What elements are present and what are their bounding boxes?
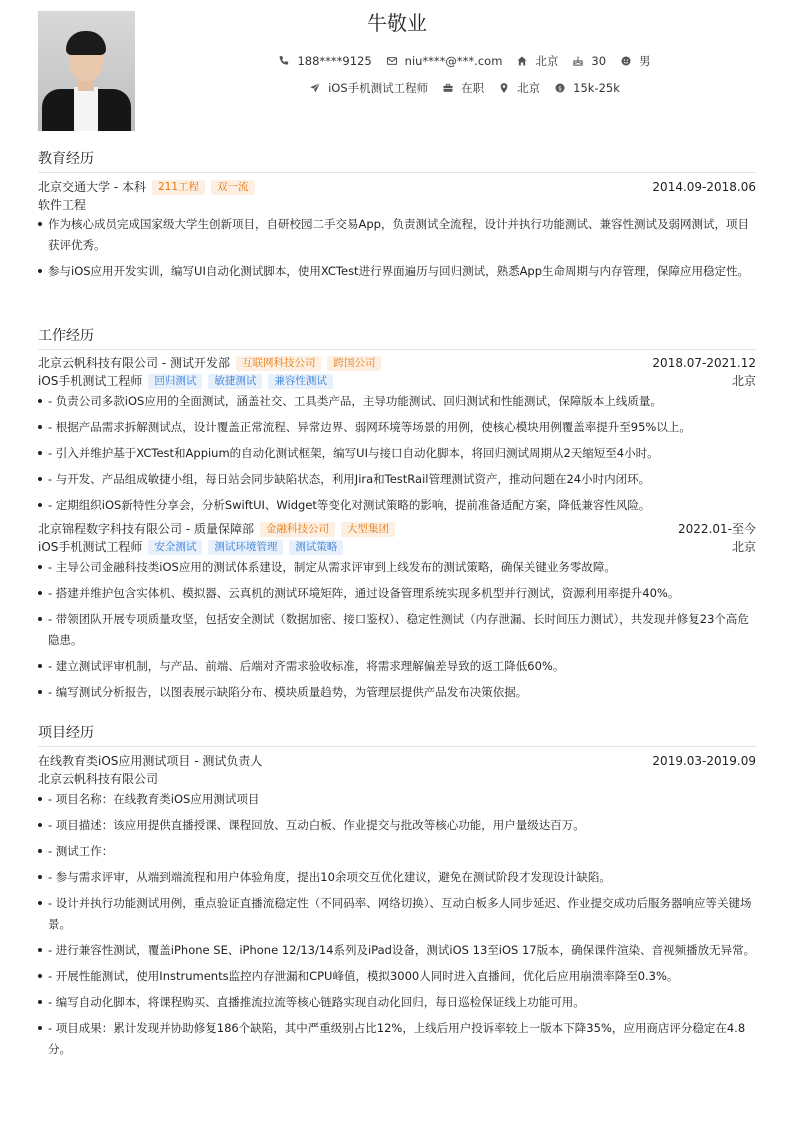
phone-icon [278, 55, 290, 67]
role-name: iOS手机测试工程师 [38, 374, 143, 389]
smile-icon [620, 55, 632, 67]
position-info [309, 80, 428, 97]
briefcase-icon [442, 82, 454, 94]
work-date: 2018.07-2021.12 [652, 356, 756, 371]
list-item: - 开展性能测试，使用Instruments监控内存泄漏和CPU峰值，模拟3000人同时进入直播间，优化后应用崩溃率降至0.3%。 [38, 966, 756, 987]
age-text: 30 [591, 54, 607, 68]
list-item: 参与iOS应用开发实训，编写UI自动化测试脚本，使用XCTest进行界面遍历与回归测试，熟悉App生命周期与内存管理，保障应用稳定性。 [38, 261, 756, 282]
list-item: - 引入并维护基于XCTest和Appium的自动化测试框架，编写UI与接口自动化脚本，将回归测试周期从2天缩短至4小时。 [38, 443, 756, 464]
salary-info [554, 80, 620, 97]
contact-row [135, 53, 794, 70]
education-date: 2014.09-2018.06 [652, 180, 756, 195]
role-tag: 测试环境管理 [208, 540, 283, 555]
school-name: 北京交通大学 - 本科 [38, 180, 146, 195]
project-date: 2019.03-2019.09 [652, 754, 756, 769]
list-item: - 主导公司金融科技类iOS应用的测试体系建设，制定从需求评审到上线发布的测试策略，确保关键业务零故障。 [38, 557, 756, 578]
age-info [572, 53, 606, 70]
project-entry [38, 753, 756, 1060]
work-entry [38, 355, 756, 516]
list-item: - 测试工作： [38, 841, 756, 862]
role-tag: 测试策略 [289, 540, 343, 555]
list-item: - 设计并执行功能测试用例，重点验证直播流稳定性（不同码率、网络切换）、互动白板多人同步延迟、作业提交成功后服务器响应等关键场景。 [38, 893, 756, 935]
list-item: - 编写自动化脚本，将课程购买、直播推流拉流等核心链路实现自动化回归，每日巡检保证线上功能可用。 [38, 992, 756, 1013]
school-tag: 双一流 [211, 180, 255, 195]
list-item: - 根据产品需求拆解测试点，设计覆盖正常流程、异常边界、弱网环境等场景的用例，使核心模块用例覆盖率提升至95%以上。 [38, 417, 756, 438]
education-entry [38, 179, 756, 282]
list-item: - 建立测试评审机制，与产品、前端、后端对齐需求验收标准，将需求理解偏差导致的返工降低60%。 [38, 656, 756, 677]
list-item: - 项目成果：累计发现并协助修复186个缺陷，其中严重级别占比12%，上线后用户投诉率较上一版本下降35%，应用商店评分稳定在4.8分。 [38, 1018, 756, 1060]
home-icon [516, 55, 528, 67]
role-name: iOS手机测试工程师 [38, 540, 143, 555]
status-info [442, 80, 484, 97]
work-location: 北京 [731, 374, 756, 389]
svg-text:$: $ [558, 85, 563, 93]
list-item: - 搭建并维护包含实体机、模拟器、云真机的测试环境矩阵，通过设备管理系统实现多机型并行测试，资源利用率提升40%。 [38, 583, 756, 604]
list-item: - 定期组织iOS新特性分享会，分析SwiftUI、Widget等变化对测试策略的影响，提前准备适配方案，降低兼容性风险。 [38, 495, 756, 516]
company-name: 北京云帆科技有限公司 - 测试开发部 [38, 356, 230, 371]
project-company: 北京云帆科技有限公司 [38, 772, 159, 786]
project-section-title: 项目经历 [38, 723, 756, 747]
education-section-title: 教育经历 [38, 149, 756, 173]
list-item: - 参与需求评审，从端到端流程和用户体验角度，提出10余项交互优化建议，避免在测试阶段才发现设计缺陷。 [38, 867, 756, 888]
work-section-title: 工作经历 [38, 326, 756, 350]
list-item: - 与开发、产品组成敏捷小组，每日站会同步缺陷状态，利用Jira和TestRail管理测试资产，推动问题在24小时内闭环。 [38, 469, 756, 490]
money-icon [554, 82, 566, 94]
role-tag: 安全测试 [148, 540, 202, 555]
list-item: 作为核心成员完成国家级大学生创新项目，自研校园二手交易App，负责测试全流程，设计并执行功能测试、兼容性测试及弱网测试，项目获评优秀。 [38, 214, 756, 256]
project-name: 在线教育类iOS应用测试项目 - 测试负责人 [38, 754, 263, 769]
work-date: 2022.01-至今 [678, 522, 756, 537]
company-tag: 跨国公司 [327, 356, 381, 371]
email-info [386, 53, 503, 70]
candidate-name: 牛敬业 [367, 11, 427, 35]
position-text: iOS手机测试工程师 [328, 81, 429, 95]
list-item: - 项目描述：该应用提供直播授课、课程回放、互动白板、作业提交与批改等核心功能，用户量级达百万。 [38, 815, 756, 836]
role-tag: 敏捷测试 [208, 374, 262, 389]
role-tag: 兼容性测试 [268, 374, 333, 389]
city-text: 北京 [535, 54, 559, 68]
work-entry [38, 521, 756, 703]
school-tag: 211工程 [152, 180, 205, 195]
list-item: - 进行兼容性测试，覆盖iPhone SE、iPhone 12/13/14系列及iPad设备，测试iOS 13至iOS 17版本，确保课件渲染、音视频播放无异常。 [38, 940, 756, 961]
gender-info [620, 53, 651, 70]
city-info [516, 53, 558, 70]
salary-text: 15k-25k [573, 81, 620, 95]
company-tag: 金融科技公司 [260, 522, 335, 537]
location-pin-icon [498, 82, 510, 94]
gender-text: 男 [639, 54, 651, 68]
mail-icon [386, 55, 398, 67]
phone-text: 188****9125 [297, 54, 372, 68]
send-icon [309, 82, 321, 94]
company-tag: 大型集团 [341, 522, 395, 537]
target-city-text: 北京 [517, 81, 541, 95]
list-item: - 负责公司多款iOS应用的全面测试，涵盖社交、工具类产品，主导功能测试、回归测试和性能测试，保障版本上线质量。 [38, 391, 756, 412]
email-text: niu****@***.com [404, 54, 503, 68]
role-tag: 回归测试 [148, 374, 202, 389]
company-tag: 互联网科技公司 [236, 356, 322, 371]
major: 软件工程 [38, 198, 87, 212]
phone-info [278, 53, 371, 70]
list-item: - 编写测试分析报告，以图表展示缺陷分布、模块质量趋势，为管理层提供产品发布决策依据。 [38, 682, 756, 703]
cake-icon [572, 55, 584, 67]
list-item: - 带领团队开展专项质量攻坚，包括安全测试（数据加密、接口鉴权）、稳定性测试（内存泄漏、长时间压力测试），共发现并修复23个高危隐患。 [38, 609, 756, 651]
target-city-info [498, 80, 540, 97]
list-item: - 项目名称：在线教育类iOS应用测试项目 [38, 789, 756, 810]
company-name: 北京锦程数字科技有限公司 - 质量保障部 [38, 522, 254, 537]
status-text: 在职 [461, 81, 485, 95]
work-location: 北京 [731, 540, 756, 555]
intent-row [135, 80, 794, 97]
